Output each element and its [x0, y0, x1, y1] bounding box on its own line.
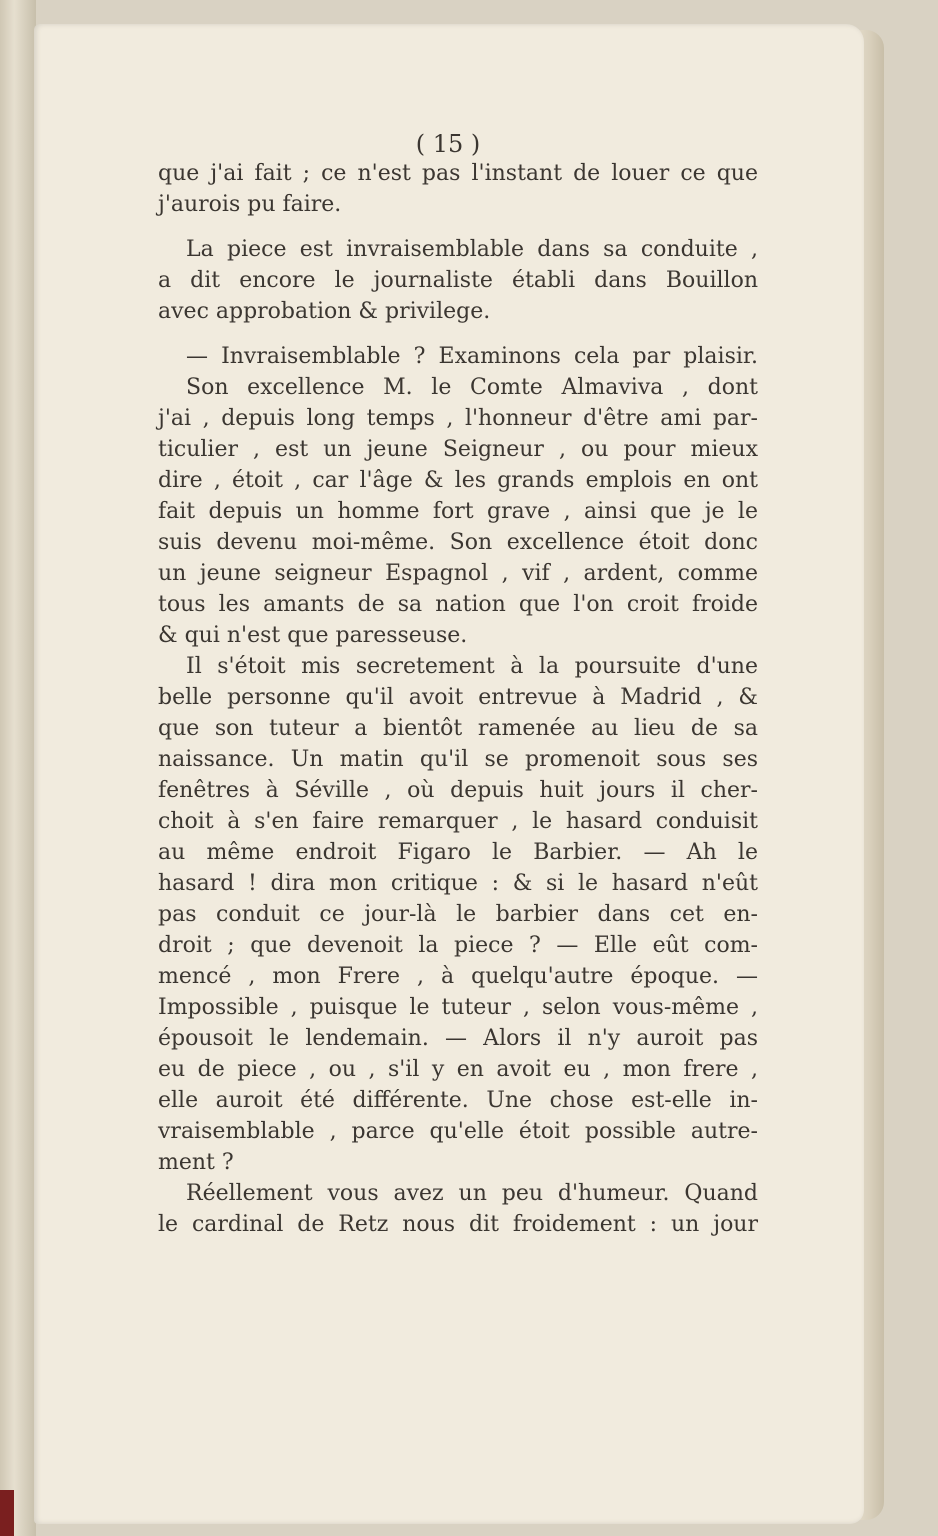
text-line: un jeune seigneur Espagnol , vif , ardent, comme [158, 561, 758, 586]
book-spine [0, 0, 36, 1536]
text-line: eu de piece , ou , s'il y en avoit eu , mon frere , [158, 1057, 758, 1082]
text-line: — Invraisemblable ? Examinons cela par plaisir. [186, 344, 758, 369]
text-line: naissance. Un matin qu'il se promenoit sous ses [158, 747, 758, 772]
page-number: ( 15 ) [415, 130, 481, 158]
text-line: hasard ! dira mon critique : & si le hasard n'eût [158, 871, 758, 896]
text-line: ment ? [158, 1150, 234, 1175]
text-line: Impossible , puisque le tuteur , selon vous-même , [158, 995, 758, 1020]
text-line: belle personne qu'il avoit entrevue à Madrid , & [158, 685, 758, 710]
text-line: elle auroit été différente. Une chose est-elle in- [158, 1088, 758, 1113]
text-line: j'ai , depuis long temps , l'honneur d'être ami par- [158, 406, 758, 431]
paragraph-gap [158, 220, 758, 234]
text-line: fait depuis un homme fort grave , ainsi que je le [158, 499, 758, 524]
text-line: droit ; que devenoit la piece ? — Elle eût com- [158, 933, 758, 958]
text-line: pas conduit ce jour-là le barbier dans cet en- [158, 902, 758, 927]
text-line: avec approbation & privilege. [158, 299, 491, 324]
text-line: mencé , mon Frere , à quelqu'autre époque. — [158, 964, 758, 989]
text-line: vraisemblable , parce qu'elle étoit possible autre- [158, 1119, 758, 1144]
text-line: La piece est invraisemblable dans sa conduite , [186, 237, 758, 262]
text-line: ticulier , est un jeune Seigneur , ou pour mieux [158, 437, 758, 462]
text-line: tous les amants de sa nation que l'on croit froide [158, 592, 758, 617]
text-line: que son tuteur a bientôt ramenée au lieu de sa [158, 716, 758, 741]
text-line: & qui n'est que paresseuse. [158, 623, 468, 648]
text-line: a dit encore le journaliste établi dans Bouillon [158, 268, 758, 293]
text-line: fenêtres à Séville , où depuis huit jours il cher- [158, 778, 758, 803]
text-line: Son excellence M. le Comte Almaviva , dont [186, 375, 758, 400]
text-line: le cardinal de Retz nous dit froidement : un jour [158, 1212, 758, 1237]
text-line: Il s'étoit mis secretement à la poursuite d'une [186, 654, 758, 679]
paragraph-gap [158, 327, 758, 341]
page-text [158, 130, 758, 1240]
text-line: épousoit le lendemain. — Alors il n'y auroit pas [158, 1026, 758, 1051]
text-lines [158, 158, 758, 1240]
text-line: suis devenu moi-même. Son excellence étoit donc [158, 530, 758, 555]
text-line: j'aurois pu faire. [158, 192, 342, 217]
text-line: choit à s'en faire remarquer , le hasard conduisit [158, 809, 758, 834]
binding-edge [0, 1490, 14, 1536]
text-line: au même endroit Figaro le Barbier. — Ah le [158, 840, 758, 865]
text-line: Réellement vous avez un peu d'humeur. Quand [186, 1181, 758, 1206]
text-line: dire , étoit , car l'âge & les grands emplois en ont [158, 468, 758, 493]
text-line: que j'ai fait ; ce n'est pas l'instant de louer ce que [158, 161, 758, 186]
